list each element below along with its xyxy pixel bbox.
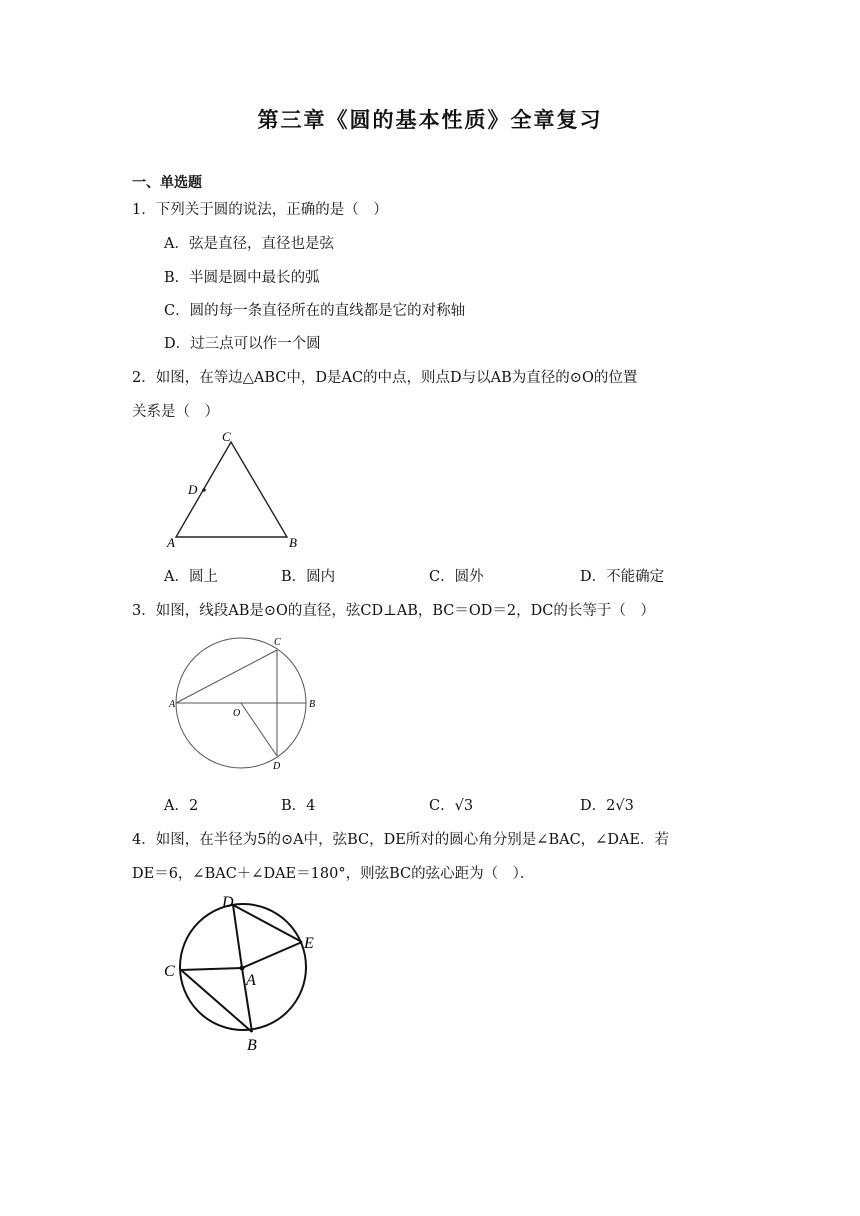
question-4-stem-line-1: 4．如图，在半径为5的⊙A中，弦BC，DE所对的圆心角分别是∠BAC，∠DAE．若 [132,832,670,848]
figure-label-c: C [274,637,281,648]
figure-label-b: B [247,1037,257,1054]
figure-label-b: B [309,699,316,710]
question-2-option-c: C．圆外 [429,569,484,585]
question-2-stem-line-2: 关系是（ ） [132,404,219,420]
question-3-stem: 3．如图，线段AB是⊙O的直径，弦CD⊥AB，BC＝OD＝2，DC的长等于（ ） [132,603,655,619]
figure-label-d: D [273,761,281,772]
section-heading: 一、单选题 [132,175,202,191]
figure-label-a: A [167,535,175,550]
figure-label-d: D [188,482,198,497]
question-1-option-a: A．弦是直径，直径也是弦 [164,236,334,252]
question-3-option-b: B．4 [281,798,316,814]
question-2-option-a: A．圆上 [164,569,218,585]
question-4-stem-line-2: DE＝6，∠BAC＋∠DAE＝180°，则弦BC的弦心距为（ ）． [132,866,535,882]
figure-label-c: C [164,963,175,980]
question-2-option-d: D．不能确定 [580,569,665,585]
question-3-option-c: C．√3 [429,798,474,814]
figure-label-o: O [233,708,241,719]
question-1-option-b: B．半圆是圆中最长的弧 [164,270,320,286]
center-a-marker [240,966,245,971]
figure-label-d: D [222,894,234,911]
question-3-option-d: D．2√3 [580,798,634,814]
question-1-stem: 1．下列关于圆的说法，正确的是（ ） [132,202,388,218]
question-3-option-a: A．2 [164,798,199,814]
question-2-triangle-figure [160,426,310,550]
figure-label-a: A [246,972,256,989]
figure-label-a: A [169,699,176,710]
question-1-option-d: D．过三点可以作一个圆 [164,336,321,352]
document-title: 第三章《圆的基本性质》全章复习 [257,107,603,132]
figure-label-e: E [304,935,314,952]
question-4-circle-figure [160,890,330,1060]
question-2-stem-line-1: 2．如图，在等边△ABC中，D是AC的中点，则点D与以AB为直径的⊙O的位置 [132,370,638,386]
question-1-option-c: C．圆的每一条直径所在的直线都是它的对称轴 [164,303,466,319]
question-3-circle-figure [165,630,325,776]
figure-label-b: B [289,535,297,550]
figure-label-c: C [222,429,231,444]
point-d-marker [202,488,206,492]
question-2-option-b: B．圆内 [281,569,336,585]
